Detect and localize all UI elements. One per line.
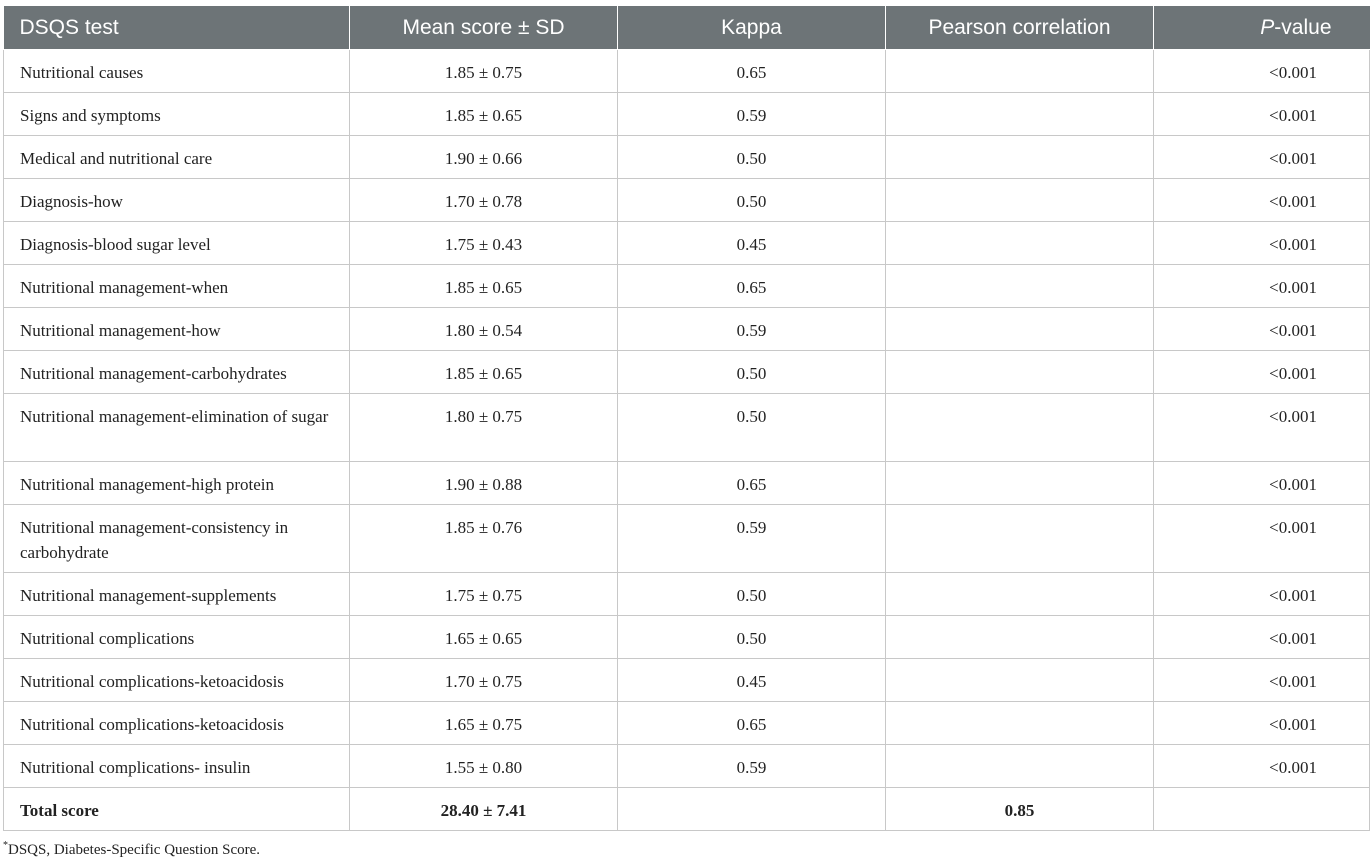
- p-value-cell: <0.001: [1154, 50, 1370, 93]
- table-row: [4, 462, 1370, 505]
- table-row: [4, 394, 1370, 462]
- mean-score-cell: 1.90 ± 0.88: [350, 462, 618, 505]
- kappa-cell: 0.45: [618, 222, 886, 265]
- test-cell: Nutritional complications- insulin: [4, 745, 350, 788]
- header-p-suffix: -value: [1274, 15, 1332, 39]
- pearson-cell: [886, 179, 1154, 222]
- test-cell: Nutritional management-supplements: [4, 573, 350, 616]
- kappa-cell: 0.45: [618, 659, 886, 702]
- pearson-cell: [886, 616, 1154, 659]
- mean-score-cell: 1.75 ± 0.75: [350, 573, 618, 616]
- table-row: [4, 308, 1370, 351]
- total-kappa: [618, 788, 886, 831]
- mean-score-cell: 1.65 ± 0.65: [350, 616, 618, 659]
- mean-score-cell: 1.70 ± 0.78: [350, 179, 618, 222]
- mean-score-cell: 1.80 ± 0.75: [350, 394, 618, 462]
- total-mean: 28.40 ± 7.41: [350, 788, 618, 831]
- total-p-value: [1154, 788, 1370, 831]
- p-value-cell: <0.001: [1154, 222, 1370, 265]
- footnote-marker: *: [3, 840, 8, 851]
- mean-score-cell: 1.85 ± 0.75: [350, 50, 618, 93]
- pearson-cell: [886, 308, 1154, 351]
- table-row: [4, 616, 1370, 659]
- table-row: [4, 659, 1370, 702]
- pearson-cell: [886, 462, 1154, 505]
- mean-score-cell: 1.75 ± 0.43: [350, 222, 618, 265]
- test-cell: Diagnosis-blood sugar level: [4, 222, 350, 265]
- dsqs-results-table: [3, 6, 1370, 831]
- test-cell: Nutritional complications-ketoacidosis: [4, 702, 350, 745]
- results-table-wrapper: [3, 6, 1369, 831]
- p-value-cell: <0.001: [1154, 702, 1370, 745]
- table-body: [4, 50, 1370, 831]
- kappa-cell: 0.50: [618, 394, 886, 462]
- table-row: [4, 505, 1370, 573]
- p-value-cell: <0.001: [1154, 136, 1370, 179]
- table-header: [4, 6, 1370, 50]
- mean-score-cell: 1.90 ± 0.66: [350, 136, 618, 179]
- header-dsqs-test: DSQS test: [4, 6, 350, 50]
- mean-score-cell: 1.70 ± 0.75: [350, 659, 618, 702]
- test-cell: Nutritional management-when: [4, 265, 350, 308]
- p-value-cell: <0.001: [1154, 93, 1370, 136]
- table-row: [4, 573, 1370, 616]
- total-row: [4, 788, 1370, 831]
- total-pearson: 0.85: [886, 788, 1154, 831]
- pearson-cell: [886, 50, 1154, 93]
- header-mean-score: Mean score ± SD: [350, 6, 618, 50]
- kappa-cell: 0.65: [618, 702, 886, 745]
- kappa-cell: 0.50: [618, 573, 886, 616]
- pearson-cell: [886, 702, 1154, 745]
- kappa-cell: 0.65: [618, 462, 886, 505]
- header-kappa: Kappa: [618, 6, 886, 50]
- header-p-value: [1154, 6, 1370, 50]
- table-row: [4, 265, 1370, 308]
- test-cell: Signs and symptoms: [4, 93, 350, 136]
- pearson-cell: [886, 351, 1154, 394]
- test-cell: Nutritional causes: [4, 50, 350, 93]
- test-cell: Nutritional complications: [4, 616, 350, 659]
- test-cell: Nutritional management-high protein: [4, 462, 350, 505]
- table-row: [4, 136, 1370, 179]
- total-label: Total score: [4, 788, 350, 831]
- p-value-cell: <0.001: [1154, 265, 1370, 308]
- table-row: [4, 702, 1370, 745]
- pearson-cell: [886, 745, 1154, 788]
- kappa-cell: 0.59: [618, 505, 886, 573]
- pearson-cell: [886, 136, 1154, 179]
- kappa-cell: 0.50: [618, 616, 886, 659]
- p-value-cell: <0.001: [1154, 308, 1370, 351]
- mean-score-cell: 1.65 ± 0.75: [350, 702, 618, 745]
- p-value-cell: <0.001: [1154, 616, 1370, 659]
- kappa-cell: 0.50: [618, 179, 886, 222]
- test-cell: Nutritional complications-ketoacidosis: [4, 659, 350, 702]
- test-cell: Nutritional management-elimination of sugar: [4, 394, 350, 462]
- pearson-cell: [886, 573, 1154, 616]
- table-row: [4, 351, 1370, 394]
- kappa-cell: 0.65: [618, 50, 886, 93]
- p-value-cell: <0.001: [1154, 179, 1370, 222]
- header-row: [4, 6, 1370, 50]
- p-value-cell: <0.001: [1154, 351, 1370, 394]
- test-cell: Nutritional management-carbohydrates: [4, 351, 350, 394]
- kappa-cell: 0.65: [618, 265, 886, 308]
- mean-score-cell: 1.80 ± 0.54: [350, 308, 618, 351]
- mean-score-cell: 1.85 ± 0.65: [350, 351, 618, 394]
- mean-score-cell: 1.55 ± 0.80: [350, 745, 618, 788]
- pearson-cell: [886, 659, 1154, 702]
- p-value-cell: <0.001: [1154, 394, 1370, 462]
- test-cell: Medical and nutritional care: [4, 136, 350, 179]
- test-cell: Nutritional management-how: [4, 308, 350, 351]
- header-pearson: Pearson correlation: [886, 6, 1154, 50]
- header-p-italic: P: [1260, 15, 1275, 39]
- p-value-cell: <0.001: [1154, 573, 1370, 616]
- pearson-cell: [886, 265, 1154, 308]
- kappa-cell: 0.59: [618, 745, 886, 788]
- kappa-cell: 0.59: [618, 308, 886, 351]
- table-row: [4, 222, 1370, 265]
- mean-score-cell: 1.85 ± 0.65: [350, 265, 618, 308]
- mean-score-cell: 1.85 ± 0.76: [350, 505, 618, 573]
- table-row: [4, 50, 1370, 93]
- p-value-cell: <0.001: [1154, 462, 1370, 505]
- kappa-cell: 0.50: [618, 351, 886, 394]
- p-value-cell: <0.001: [1154, 659, 1370, 702]
- kappa-cell: 0.59: [618, 93, 886, 136]
- mean-score-cell: 1.85 ± 0.65: [350, 93, 618, 136]
- table-row: [4, 93, 1370, 136]
- pearson-cell: [886, 93, 1154, 136]
- p-value-cell: <0.001: [1154, 745, 1370, 788]
- pearson-cell: [886, 505, 1154, 573]
- footnote-text: DSQS, Diabetes-Specific Question Score.: [8, 842, 261, 858]
- table-row: [4, 179, 1370, 222]
- test-cell: Nutritional management-consistency in carbohydrate: [4, 505, 350, 573]
- test-cell: Diagnosis-how: [4, 179, 350, 222]
- pearson-cell: [886, 394, 1154, 462]
- pearson-cell: [886, 222, 1154, 265]
- table-row: [4, 745, 1370, 788]
- table-footnote: [3, 840, 260, 859]
- p-value-cell: <0.001: [1154, 505, 1370, 573]
- kappa-cell: 0.50: [618, 136, 886, 179]
